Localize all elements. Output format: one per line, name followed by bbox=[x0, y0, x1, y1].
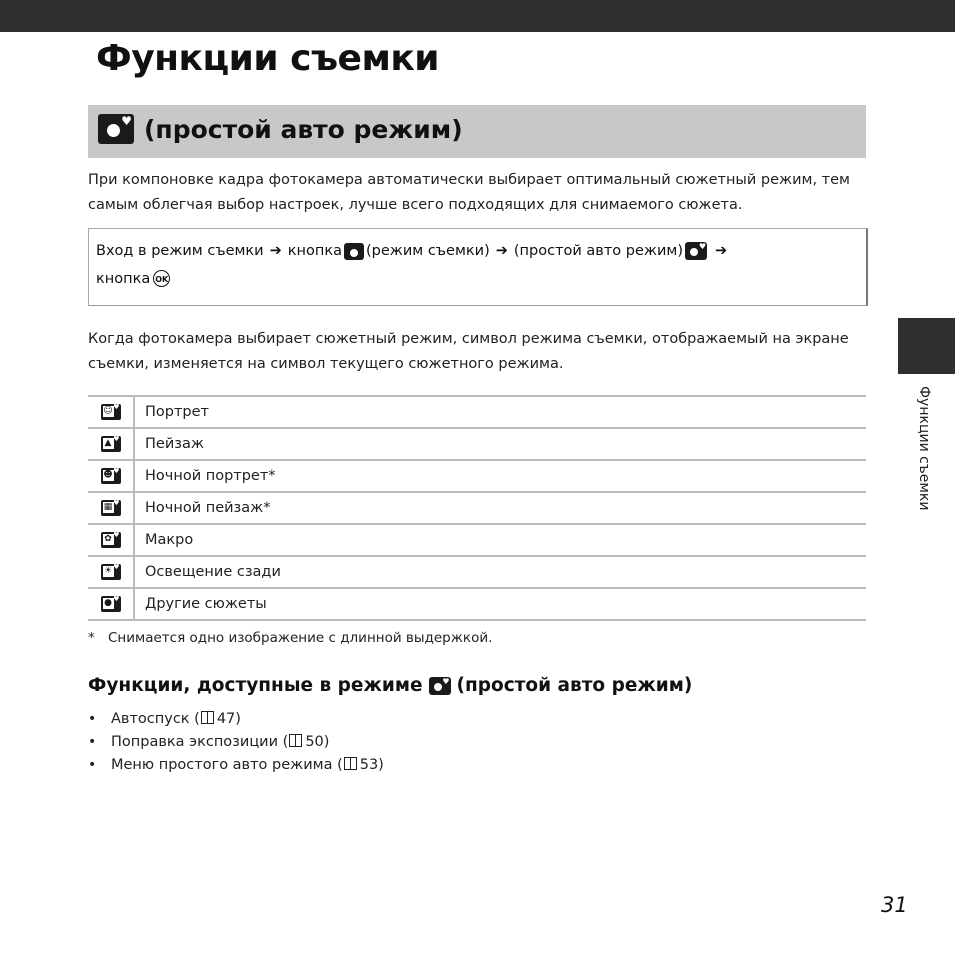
table-row bbox=[88, 556, 866, 588]
table-row bbox=[88, 524, 866, 556]
side-chapter-label: Функции съемки bbox=[916, 386, 932, 511]
page-reference-icon bbox=[201, 711, 214, 724]
arrow-icon: ➔ bbox=[715, 243, 728, 259]
table-row bbox=[88, 428, 866, 460]
procedure-ok-label: кнопка bbox=[96, 270, 151, 287]
backlighting-scene-icon: ☀ ♥ bbox=[101, 564, 121, 580]
portrait-scene-icon: ☺ ♥ bbox=[101, 404, 121, 420]
procedure-box bbox=[88, 228, 868, 306]
section-title bbox=[98, 114, 463, 144]
scene-label: Ночной портрет* bbox=[134, 460, 866, 492]
macro-scene-icon: ✿ ♥ bbox=[101, 532, 121, 548]
procedure-button-label: кнопка bbox=[287, 243, 342, 259]
page-reference-icon bbox=[344, 757, 357, 770]
scene-label: Освещение сзади bbox=[134, 556, 866, 588]
page-number: 31 bbox=[881, 893, 908, 917]
scene-label: Пейзаж bbox=[134, 428, 866, 460]
arrow-icon: ➔ bbox=[269, 243, 282, 259]
footnote-mark: * bbox=[88, 630, 95, 646]
feature-text: Меню простого авто режима ( bbox=[111, 757, 343, 773]
ok-button-icon: OK bbox=[153, 270, 170, 287]
top-bar bbox=[0, 0, 955, 32]
list-item bbox=[88, 708, 384, 731]
table-row bbox=[88, 588, 866, 620]
description-paragraph: Когда фотокамера выбирает сюжетный режим, символ режима съемки, отображаемый на экране съемки, изменяется на символ текущего сюжетного режима. bbox=[88, 331, 849, 372]
procedure-line-2 bbox=[96, 270, 170, 287]
scene-label: Портрет bbox=[134, 396, 866, 428]
camera-icon bbox=[344, 243, 364, 260]
feature-page: 53) bbox=[359, 757, 384, 773]
bullet-icon: • bbox=[88, 711, 97, 727]
section-header-bar bbox=[88, 105, 866, 158]
footnote-text: Снимается одно изображение с длинной выдержкой. bbox=[108, 630, 493, 646]
features-heading-suffix: (простой авто режим) bbox=[456, 675, 693, 696]
scene-label: Другие сюжеты bbox=[134, 588, 866, 620]
bullet-icon: • bbox=[88, 734, 97, 750]
other-scenes-icon: ● ♥ bbox=[101, 596, 121, 612]
scene-mode-table bbox=[88, 395, 866, 621]
section-title-text: (простой авто режим) bbox=[144, 114, 463, 144]
chapter-title: Функции съемки bbox=[96, 38, 440, 79]
camera-heart-icon: ♥ bbox=[429, 677, 451, 695]
scene-label: Макро bbox=[134, 524, 866, 556]
night-landscape-scene-icon: ▦ ♥ bbox=[101, 500, 121, 516]
procedure-easy-auto: (простой авто режим) bbox=[513, 243, 683, 259]
features-heading-prefix: Функции, доступные в режиме bbox=[88, 675, 423, 696]
night-portrait-scene-icon: ☻ ♥ bbox=[101, 468, 121, 484]
feature-text: Поправка экспозиции ( bbox=[111, 734, 289, 750]
landscape-scene-icon: ▲ ♥ bbox=[101, 436, 121, 452]
camera-heart-icon: ♥ bbox=[685, 242, 707, 260]
table-row bbox=[88, 492, 866, 524]
side-chapter-tab bbox=[898, 318, 955, 374]
list-item bbox=[88, 731, 384, 754]
table-row bbox=[88, 460, 866, 492]
page-reference-icon bbox=[289, 734, 302, 747]
footnote bbox=[88, 630, 492, 646]
camera-heart-icon: ♥ bbox=[98, 114, 134, 144]
features-list bbox=[88, 708, 384, 777]
arrow-icon: ➔ bbox=[495, 243, 508, 259]
bullet-icon: • bbox=[88, 757, 97, 773]
feature-page: 47) bbox=[216, 711, 241, 727]
procedure-line-1 bbox=[96, 242, 733, 260]
intro-paragraph: При компоновке кадра фотокамера автоматически выбирает оптимальный сюжетный режим, тем самым облегчая выбор настроек, лучше всего подходящих для снимаемого сюжета. bbox=[88, 172, 850, 213]
scene-label: Ночной пейзаж* bbox=[134, 492, 866, 524]
procedure-step-enter: Вход в режим съемки bbox=[96, 243, 264, 259]
features-heading bbox=[88, 675, 692, 696]
list-item bbox=[88, 754, 384, 777]
feature-page: 50) bbox=[305, 734, 330, 750]
feature-text: Автоспуск ( bbox=[111, 711, 200, 727]
procedure-shooting-mode: (режим съемки) bbox=[366, 243, 490, 259]
table-row bbox=[88, 396, 866, 428]
